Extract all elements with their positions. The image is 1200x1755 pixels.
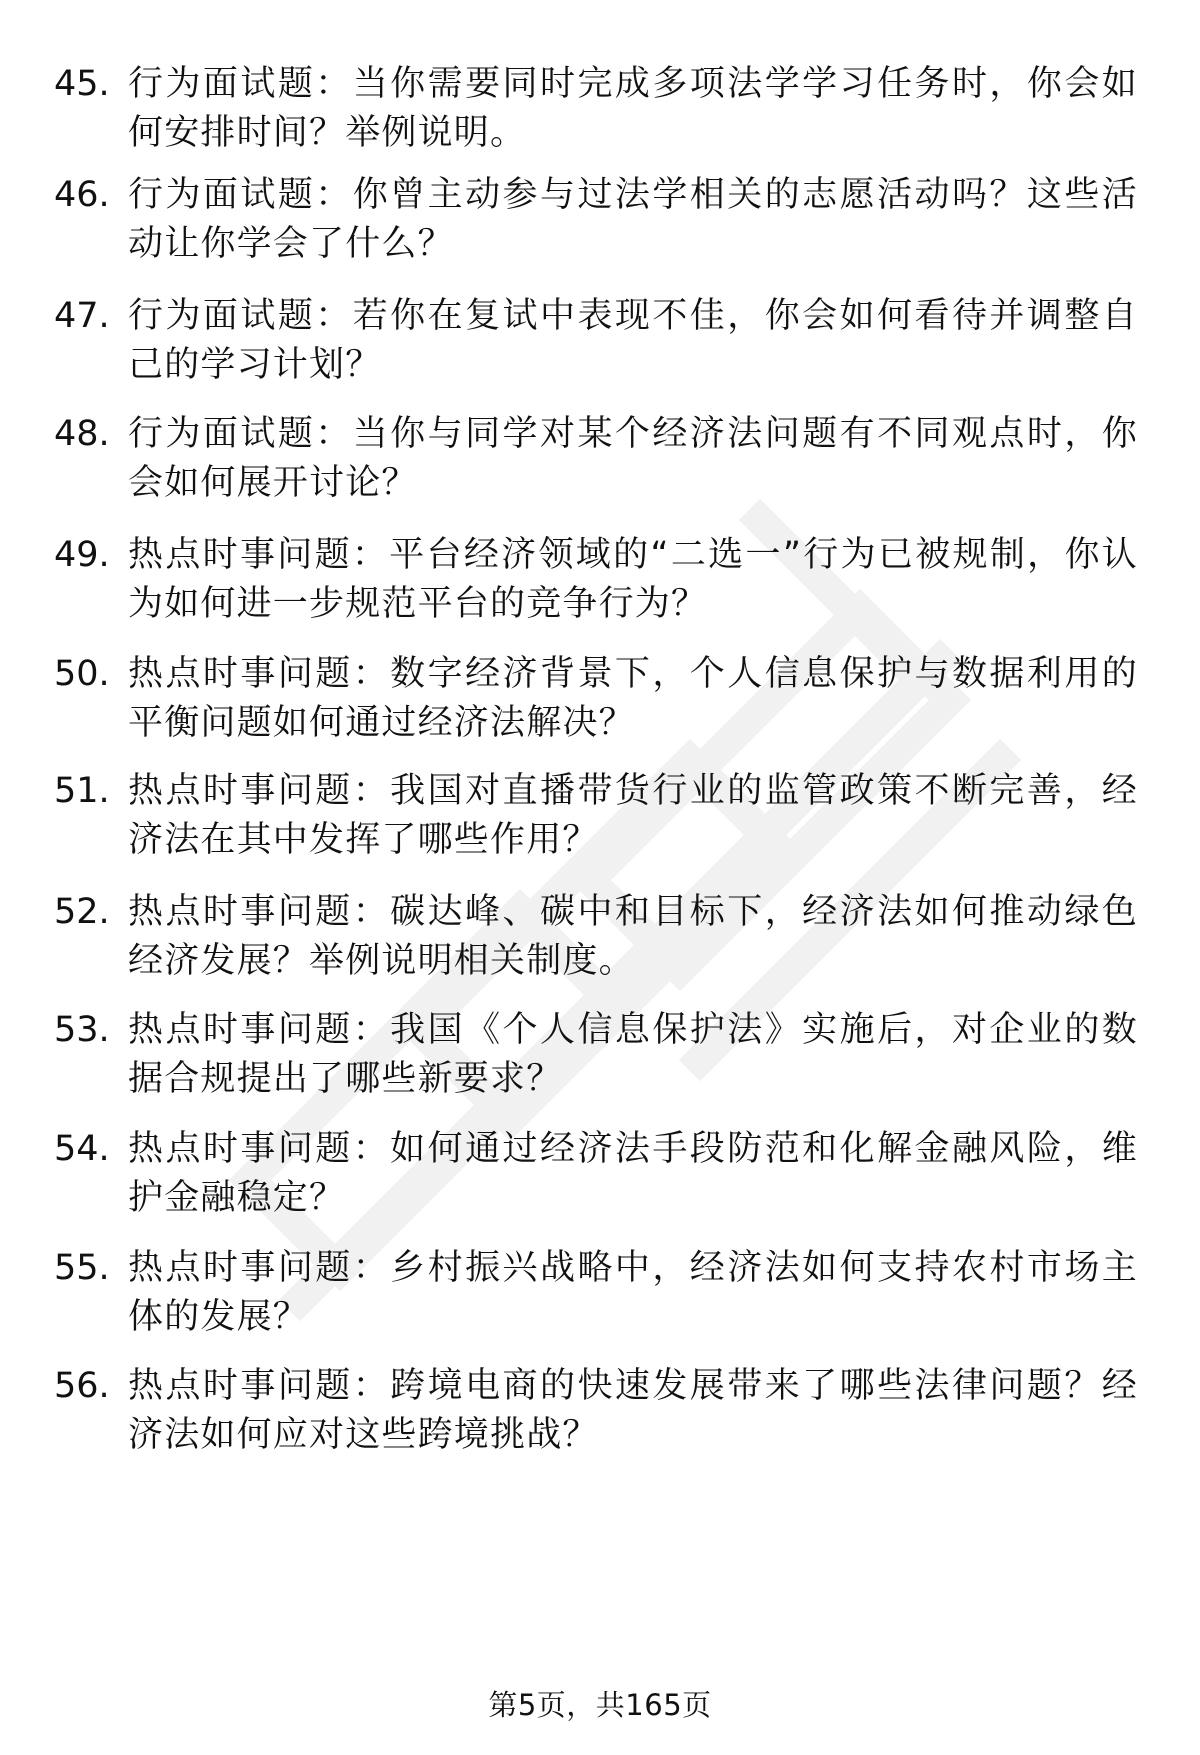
question-text: 行为面试题：你曾主动参与过法学相关的志愿活动吗？这些活动让你学会了什么？	[128, 175, 1138, 264]
question-text: 热点时事问题：我国对直播带货行业的监管政策不断完善，经济法在其中发挥了哪些作用？	[128, 771, 1138, 860]
question-number: 45.	[54, 64, 110, 104]
question-text: 热点时事问题：乡村振兴战略中，经济法如何支持农村市场主体的发展？	[128, 1248, 1138, 1337]
question-number: 47.	[54, 296, 110, 336]
question-number: 48.	[54, 414, 110, 454]
question-text: 热点时事问题：如何通过经济法手段防范和化解金融风险，维护金融稳定？	[128, 1129, 1138, 1218]
question-text: 行为面试题：若你在复试中表现不佳，你会如何看待并调整自己的学习计划？	[128, 296, 1138, 385]
question-text: 行为面试题：当你需要同时完成多项法学学习任务时，你会如何安排时间？举例说明。	[128, 64, 1138, 153]
question-number: 55.	[54, 1248, 110, 1288]
question-number: 51.	[54, 771, 110, 811]
question-text: 行为面试题：当你与同学对某个经济法问题有不同观点时，你会如何展开讨论？	[128, 414, 1138, 503]
question-text: 热点时事问题：跨境电商的快速发展带来了哪些法律问题？经济法如何应对这些跨境挑战？	[128, 1366, 1138, 1455]
question-text: 热点时事问题：碳达峰、碳中和目标下，经济法如何推动绿色经济发展？举例说明相关制度。	[128, 892, 1138, 981]
question-number: 52.	[54, 892, 110, 932]
page-indicator: 第5页，共165页	[488, 1688, 712, 1722]
question-number: 49.	[54, 535, 110, 575]
question-number: 54.	[54, 1129, 110, 1169]
question-text: 热点时事问题：我国《个人信息保护法》实施后，对企业的数据合规提出了哪些新要求？	[128, 1010, 1138, 1099]
question-number: 46.	[54, 175, 110, 215]
question-text: 热点时事问题：平台经济领域的“二选一”行为已被规制，你认为如何进一步规范平台的竞争行为？	[128, 535, 1138, 624]
question-number: 53.	[54, 1010, 110, 1050]
question-text: 热点时事问题：数字经济背景下，个人信息保护与数据利用的平衡问题如何通过经济法解决？	[128, 654, 1138, 743]
question-number: 50.	[54, 654, 110, 694]
question-number: 56.	[54, 1366, 110, 1406]
